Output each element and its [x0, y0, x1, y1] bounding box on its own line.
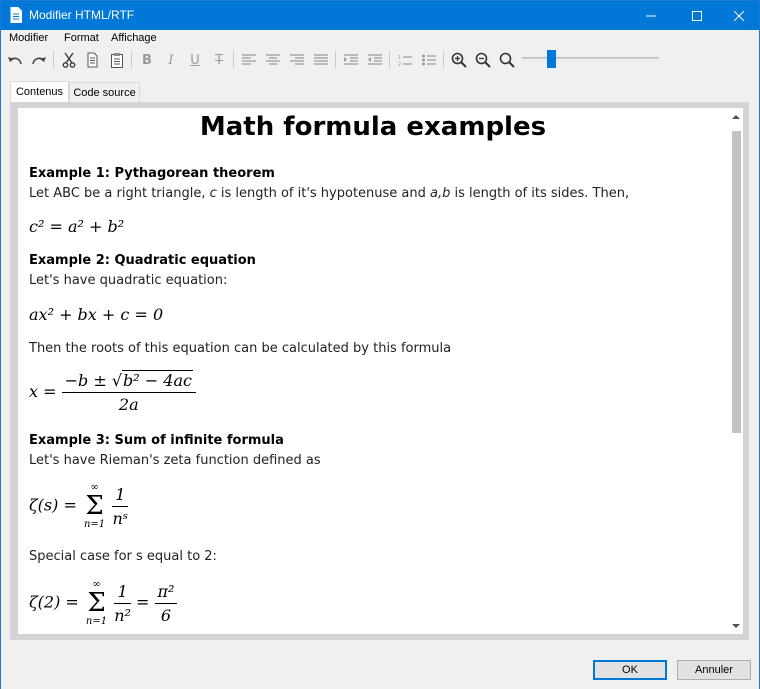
undo-icon [7, 54, 23, 66]
copy-button[interactable] [83, 50, 103, 70]
paste-icon [110, 52, 124, 68]
zoom-slider-track[interactable] [522, 57, 659, 59]
paste-button[interactable] [107, 50, 127, 70]
scroll-down-icon[interactable] [732, 623, 740, 629]
cancel-button[interactable]: Annuler [677, 660, 751, 680]
heading-example-3: Example 3: Sum of infinite formula [29, 433, 284, 448]
align-justify-icon [314, 54, 328, 66]
menu-affichage[interactable]: Affichage [111, 32, 157, 44]
document-title: Math formula examples [199, 112, 547, 142]
align-right-button[interactable] [287, 50, 307, 70]
tab-code-source[interactable]: Code source [69, 82, 140, 103]
formula-zeta-2: ζ(2) = ∞ Σ n=1 $\frac{1}{\text{n²}}$ = $\frac{\text{π²}}{6}$ [29, 579, 177, 627]
italic-button[interactable] [161, 50, 181, 70]
toolbar [1, 48, 759, 71]
zoom-in-button[interactable] [449, 50, 469, 70]
maximize-button[interactable] [674, 1, 720, 30]
outdent-icon [368, 54, 382, 66]
bold-icon: B [142, 52, 152, 68]
align-center-button[interactable] [263, 50, 283, 70]
indent-button[interactable] [341, 50, 361, 70]
numbered-list-button[interactable] [395, 50, 415, 70]
formula-zeta: ζ(s) = ∞ Σ n=1 $\frac{1}{\text{nˢ}}$ [29, 482, 129, 530]
window-title: Modifier HTML/RTF [29, 8, 135, 22]
numbered-list-icon [398, 54, 412, 67]
close-button[interactable] [716, 1, 760, 30]
align-center-icon [266, 54, 280, 66]
strikethrough-button[interactable] [209, 50, 229, 70]
align-left-button[interactable] [239, 50, 259, 70]
minimize-button[interactable] [628, 1, 674, 30]
tab-contenus[interactable]: Contenus [10, 81, 69, 104]
paragraph-quadratic-intro: Let's have quadratic equation: [29, 273, 228, 288]
bullet-list-button[interactable] [419, 50, 439, 70]
close-icon [734, 11, 744, 21]
menu-bar [1, 30, 759, 48]
zoom-out-icon [475, 52, 491, 68]
zoom-out-button[interactable] [473, 50, 493, 70]
italic-icon: I [168, 52, 174, 68]
formula-quadratic: ax² + bx + c = 0 [29, 305, 164, 324]
title-bar[interactable] [1, 1, 759, 30]
heading-example-2: Example 2: Quadratic equation [29, 253, 256, 268]
ok-button[interactable]: OK [593, 660, 667, 680]
svg-text:2: 2 [398, 61, 402, 67]
redo-icon [31, 54, 47, 66]
formula-quadratic-roots: x = $\frac{\text{−b ± √b² − 4ac}}{2a}$ [29, 371, 196, 414]
paragraph-special-case: Special case for s equal to 2: [29, 549, 217, 564]
rich-text-editor[interactable] [18, 108, 728, 634]
paragraph-example-1: Let ABC be a right triangle, c is length of it's hypotenuse and a,b is length of its sides. Then, [29, 186, 630, 201]
formula-pythagorean: c² = a² + b² [29, 217, 125, 236]
scrollbar-thumb[interactable] [732, 131, 741, 433]
maximize-icon [692, 11, 702, 21]
bullet-list-icon [422, 54, 436, 66]
zoom-in-icon [451, 52, 467, 68]
svg-text:1: 1 [398, 54, 402, 61]
copy-icon [86, 52, 100, 68]
zoom-reset-icon [499, 52, 515, 68]
align-right-icon [290, 54, 304, 66]
heading-example-1: Example 1: Pythagorean theorem [29, 166, 275, 181]
align-left-icon [242, 54, 256, 66]
underline-icon: U [190, 52, 200, 68]
scroll-up-icon[interactable] [732, 114, 740, 120]
zoom-reset-button[interactable] [497, 50, 517, 70]
outdent-button[interactable] [365, 50, 385, 70]
indent-icon [344, 54, 358, 66]
paragraph-zeta-intro: Let's have Rieman's zeta function defined as [29, 453, 321, 468]
document-icon [10, 7, 22, 23]
align-justify-button[interactable] [311, 50, 331, 70]
cut-button[interactable] [59, 50, 79, 70]
undo-button[interactable] [5, 50, 25, 70]
strikethrough-icon: T [215, 52, 223, 68]
redo-button[interactable] [29, 50, 49, 70]
bold-button[interactable] [137, 50, 157, 70]
menu-format[interactable]: Format [64, 32, 99, 44]
cut-icon [62, 52, 76, 68]
menu-modifier[interactable]: Modifier [9, 32, 49, 44]
zoom-slider-thumb[interactable] [547, 50, 556, 68]
paragraph-roots: Then the roots of this equation can be calculated by this formula [29, 341, 452, 356]
minimize-icon [646, 11, 656, 21]
underline-button[interactable] [185, 50, 205, 70]
